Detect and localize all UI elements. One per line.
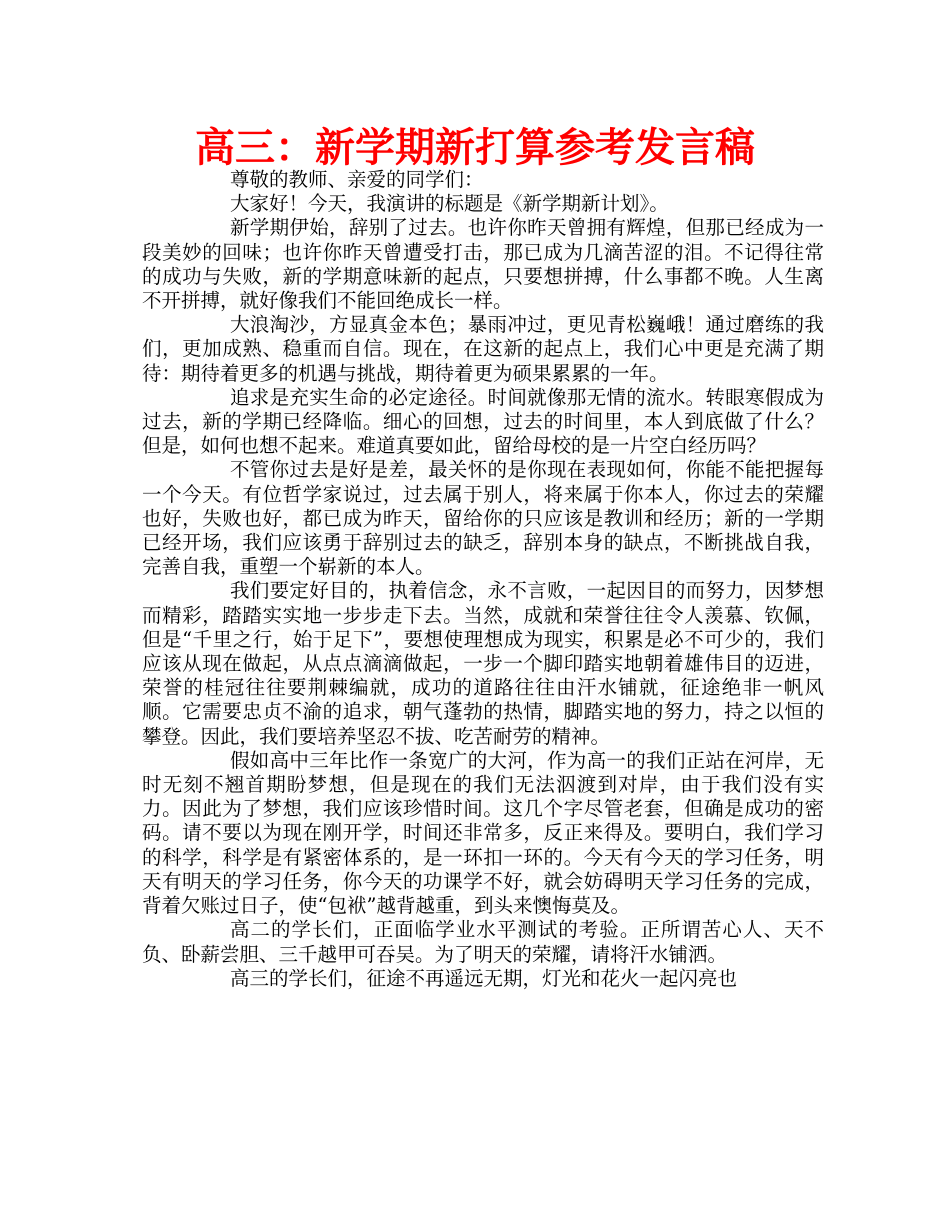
document-title: 高三：新学期新打算参考发言稿: [195, 125, 755, 171]
document-body: [142, 168, 824, 991]
salutation-paragraph: 尊敬的教师、亲爱的同学们：: [230, 168, 484, 191]
body-paragraph: 高二的学长们，正面临学业水平测试的考验。正所谓苦心人、天不负、卧薪尝胆、三千越甲可吞吴。为了明天的荣耀，请将汗水铺洒。: [142, 918, 824, 966]
body-paragraph: 不管你过去是好是差，最关怀的是你现在表现如何，你能不能把握每一个今天。有位哲学家说过，过去属于别人，将来属于你本人，你过去的荣耀也好，失败也好，都已成为昨天，留给你的只应该是教训和经历；新的一学期已经开场，我们应该勇于辞别过去的缺乏，辞别本身的缺点，不断挑战自我，完善自我，重塑一个崭新的本人。: [142, 458, 824, 579]
body-paragraph: 新学期伊始，辞别了过去。也许你昨天曾拥有辉煌，但那已经成为一段美妙的回味；也许你昨天曾遭受打击，那已成为几滴苦涩的泪。不记得往常的成功与失败，新的学期意味新的起点，只要想拼搏，什么事都不晚。人生离不开拼搏，就好像我们不能回绝成长一样。: [142, 216, 824, 313]
body-paragraph: 我们要定好目的，执着信念，永不言败，一起因目的而努力，因梦想而精彩，踏踏实实地一步步走下去。当然，成就和荣誉往往令人羡慕、钦佩，但是“千里之行，始于足下”，要想使理想成为现实，积累是必不可少的，我们应该从现在做起，从点点滴滴做起，一步一个脚印踏实地朝着雄伟目的迈进，荣誉的桂冠往往要荆棘编就，成功的道路往往由汗水铺就，征途绝非一帆风顺。它需要忠贞不渝的追求，朝气蓬勃的热情，脚踏实地的努力，持之以恒的攀登。因此，我们要培养坚忍不拔、吃苦耐劳的精神。: [142, 579, 824, 748]
body-paragraph: 假如高中三年比作一条宽广的大河，作为高一的我们正站在河岸，无时无刻不翘首期盼梦想，但是现在的我们无法泅渡到对岸，由于我们没有实力。因此为了梦想，我们应该珍惜时间。这几个字尽管老套，但确是成功的密码。请不要以为现在刚开学，时间还非常多，反正来得及。要明白，我们学习的科学，科学是有紧密体系的，是一环扣一环的。今天有今天的学习任务，明天有明天的学习任务，你今天的功课学不好，就会妨碍明天学习任务的完成，背着欠账过日子，使“包袱”越背越重，到头来懊悔莫及。: [142, 748, 824, 918]
body-paragraph: 高三的学长们，征途不再遥远无期，灯光和花火一起闪亮也: [230, 966, 738, 990]
body-paragraph: 大浪淘沙，方显真金本色；暴雨冲过，更见青松巍峨！通过磨练的我们，更加成熟、稳重而自信。现在，在这新的起点上，我们心中更是充满了期待：期待着更多的机遇与挑战，期待着更为硕果累累的一年。: [142, 313, 824, 385]
greeting-paragraph: 大家好！今天，我演讲的标题是《新学期新计划》。: [230, 192, 669, 216]
body-paragraph: 追求是充实生命的必定途径。时间就像那无情的流水。转眼寒假成为过去，新的学期已经降临。细心的回想，过去的时间里，本人到底做了什么？但是，如何也想不起来。难道真要如此，留给母校的是一片空白经历吗？: [142, 385, 824, 458]
